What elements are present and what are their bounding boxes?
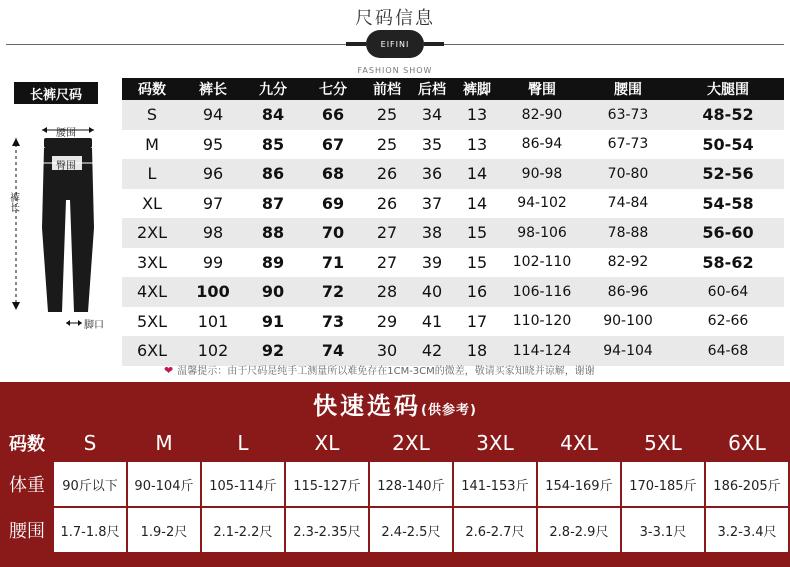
cell-front-rise: 26 — [364, 159, 410, 189]
quick-size-cell: M — [127, 425, 201, 461]
row-header-weight: 体重 — [1, 461, 53, 507]
quick-size-cell: 6XL — [705, 425, 789, 461]
cell-ninth: 88 — [244, 218, 302, 248]
quick-size-cell: 4XL — [537, 425, 621, 461]
quick-weight-cell: 170-185斤 — [621, 461, 705, 507]
quick-weight-cell: 90-104斤 — [127, 461, 201, 507]
cell-length: 100 — [182, 277, 244, 307]
cell-front-rise: 25 — [376, 134, 398, 154]
cell-leg-opening: 15 — [454, 218, 500, 248]
cell-ninth: 86 — [244, 159, 302, 189]
header-length: 裤长 — [182, 78, 244, 100]
cell-waist: 90-100 — [603, 313, 653, 330]
pants-waistband — [44, 138, 92, 148]
table-row — [122, 218, 784, 248]
cell-seventh: 73 — [321, 311, 345, 331]
cell-size: 6XL — [122, 336, 182, 366]
header-seventh-length: 七分 — [302, 78, 364, 100]
cell-front-rise: 27 — [364, 218, 410, 248]
header-thigh: 大腿围 — [672, 78, 784, 100]
quick-size-cell: 5XL — [621, 425, 705, 461]
table-row — [122, 130, 784, 160]
row-header-waist: 腰围 — [1, 507, 53, 553]
cell-waist: 86-96 — [584, 277, 672, 307]
table-row — [122, 307, 784, 337]
cell-length: 97 — [202, 193, 224, 213]
header-waist: 腰围 — [584, 78, 672, 100]
length-label: 裤长 — [10, 193, 20, 214]
cell-leg-opening: 17 — [466, 311, 488, 331]
cell-thigh: 52-56 — [672, 159, 784, 189]
badge-bar-right — [424, 42, 444, 46]
cell-front-rise: 30 — [364, 336, 410, 366]
cell-waist: 78-88 — [584, 218, 672, 248]
cell-hip: 98-106 — [500, 218, 584, 248]
quick-waist-cell: 3.2-3.4尺 — [705, 507, 789, 553]
cell-front-rise: 28 — [364, 277, 410, 307]
cell-hip: 90-98 — [500, 159, 584, 189]
cell-waist: 82-92 — [607, 254, 649, 271]
quick-weight-row — [1, 461, 789, 507]
divider-right — [444, 44, 784, 45]
cell-waist: 74-84 — [607, 195, 649, 212]
quick-waist-row — [1, 507, 789, 553]
cell-back-rise: 36 — [410, 159, 454, 189]
cell-back-rise: 42 — [410, 336, 454, 366]
cell-back-rise: 34 — [410, 100, 454, 130]
quick-waist-cell: 3-3.1尺 — [621, 507, 705, 553]
header-ninth-length: 九分 — [244, 78, 302, 100]
quick-weight-cell: 115-127斤 — [285, 461, 369, 507]
cell-size: 3XL — [136, 252, 168, 272]
cell-front-rise: 25 — [364, 100, 410, 130]
cell-ninth: 89 — [261, 252, 285, 272]
quick-size-cell: S — [53, 425, 127, 461]
cell-seventh: 69 — [321, 193, 345, 213]
quick-title — [0, 386, 790, 421]
quick-weight-cell: 128-140斤 — [369, 461, 453, 507]
cuff-arrow-right — [78, 320, 82, 326]
cell-size: L — [122, 159, 182, 189]
page-title: 尺码信息 — [355, 8, 435, 29]
cell-back-rise: 40 — [410, 277, 454, 307]
table-row — [122, 159, 784, 189]
length-arrow-top — [12, 138, 20, 146]
cell-size: M — [145, 134, 159, 154]
cell-ninth: 87 — [261, 193, 285, 213]
cell-size: 4XL — [122, 277, 182, 307]
quick-waist-cell: 2.1-2.2尺 — [201, 507, 285, 553]
pants-diagram-panel — [0, 78, 115, 368]
cell-length: 101 — [197, 311, 229, 331]
cell-waist: 63-73 — [584, 100, 672, 130]
cell-length: 99 — [202, 252, 224, 272]
size-table-header — [122, 78, 784, 100]
quick-waist-cell: 1.7-1.8尺 — [53, 507, 127, 553]
cell-length: 94 — [182, 100, 244, 130]
quick-waist-cell: 1.9-2尺 — [127, 507, 201, 553]
pants-body — [42, 148, 94, 312]
length-arrow-bottom — [12, 302, 20, 310]
waist-label: 腰围 — [56, 128, 76, 139]
cell-front-rise: 26 — [376, 193, 398, 213]
quick-size-cell: XL — [285, 425, 369, 461]
cell-leg-opening: 14 — [466, 193, 488, 213]
cell-size: 2XL — [122, 218, 182, 248]
cell-waist: 94-104 — [584, 336, 672, 366]
header-leg-opening: 裤脚 — [454, 78, 500, 100]
cell-length: 102 — [182, 336, 244, 366]
cell-seventh: 74 — [302, 336, 364, 366]
cuff-label: 脚口 — [84, 320, 104, 331]
heart-icon: ❤ — [164, 364, 174, 377]
cell-back-rise: 38 — [410, 218, 454, 248]
quick-title-text: 快速选码 — [313, 392, 422, 420]
cell-front-rise: 29 — [376, 311, 398, 331]
cell-seventh: 70 — [302, 218, 364, 248]
cuff-arrow-left — [66, 320, 70, 326]
cell-size: 5XL — [136, 311, 168, 331]
badge-bar-left — [346, 42, 366, 46]
quick-waist-cell: 2.6-2.7尺 — [453, 507, 537, 553]
cell-waist: 70-80 — [584, 159, 672, 189]
cell-back-rise: 41 — [421, 311, 443, 331]
cell-length: 98 — [182, 218, 244, 248]
table-row — [122, 189, 784, 219]
cell-ninth: 85 — [261, 134, 285, 154]
cell-seventh: 67 — [321, 134, 345, 154]
quick-waist-cell: 2.3-2.35尺 — [285, 507, 369, 553]
cell-hip: 114-124 — [500, 336, 584, 366]
divider-left — [6, 44, 346, 45]
waist-arrow-right — [89, 127, 94, 133]
cell-front-rise: 27 — [376, 252, 398, 272]
quick-size-row — [1, 425, 789, 461]
cell-thigh: 56-60 — [672, 218, 784, 248]
cell-leg-opening: 13 — [454, 100, 500, 130]
cell-back-rise: 35 — [421, 134, 443, 154]
cell-leg-opening: 14 — [454, 159, 500, 189]
cell-ninth: 91 — [261, 311, 285, 331]
quick-waist-cell: 2.8-2.9尺 — [537, 507, 621, 553]
size-table — [122, 78, 784, 366]
cell-thigh: 54-58 — [702, 193, 754, 213]
waist-arrow-left — [42, 127, 47, 133]
quick-weight-cell: 186-205斤 — [705, 461, 789, 507]
quick-weight-cell: 154-169斤 — [537, 461, 621, 507]
quick-size-section — [0, 382, 790, 567]
header-size: 码数 — [122, 78, 182, 100]
cell-thigh: 50-54 — [702, 134, 754, 154]
cell-size: XL — [142, 193, 162, 213]
tip-text: 温馨提示：由于尺码是纯手工测量所以难免存在1CM-3CM的微差，敬请买家知晓并谅解，谢谢 — [177, 366, 595, 377]
cell-thigh: 62-66 — [707, 313, 749, 330]
brand-subtitle: FASHION SHOW — [357, 66, 433, 75]
cell-hip: 82-90 — [500, 100, 584, 130]
cell-seventh: 66 — [302, 100, 364, 130]
quick-weight-cell: 90斤以下 — [53, 461, 127, 507]
cell-seventh: 68 — [302, 159, 364, 189]
quick-weight-cell: 141-153斤 — [453, 461, 537, 507]
quick-waist-cell: 2.4-2.5尺 — [369, 507, 453, 553]
cell-leg-opening: 18 — [454, 336, 500, 366]
cell-hip: 110-120 — [512, 313, 572, 330]
header-hip: 臀围 — [500, 78, 584, 100]
quick-size-table — [0, 424, 790, 554]
quick-weight-cell: 105-114斤 — [201, 461, 285, 507]
cell-length: 96 — [182, 159, 244, 189]
header — [0, 0, 790, 78]
table-row — [122, 277, 784, 307]
cell-thigh: 60-64 — [672, 277, 784, 307]
table-row — [122, 100, 784, 130]
cell-ninth: 90 — [244, 277, 302, 307]
cell-hip: 94-102 — [517, 195, 567, 212]
cell-seventh: 72 — [302, 277, 364, 307]
cell-hip: 102-110 — [512, 254, 572, 271]
cell-length: 95 — [202, 134, 224, 154]
header-back-rise: 后档 — [410, 78, 454, 100]
pants-size-title: 长裤尺码 — [14, 82, 98, 104]
quick-size-cell: 3XL — [453, 425, 537, 461]
cell-back-rise: 39 — [421, 252, 443, 272]
cell-thigh: 64-68 — [672, 336, 784, 366]
cell-size: S — [122, 100, 182, 130]
quick-subtitle: (供参考) — [421, 403, 477, 418]
size-tip — [164, 362, 595, 377]
table-row — [122, 248, 784, 278]
brand-badge: EIFINI — [366, 30, 424, 58]
cell-leg-opening: 15 — [466, 252, 488, 272]
cell-seventh: 71 — [321, 252, 345, 272]
cell-ninth: 84 — [244, 100, 302, 130]
cell-hip: 86-94 — [521, 136, 563, 153]
cell-ninth: 92 — [244, 336, 302, 366]
cell-leg-opening: 13 — [466, 134, 488, 154]
cell-hip: 106-116 — [500, 277, 584, 307]
cell-thigh: 48-52 — [672, 100, 784, 130]
hip-label: 臀围 — [56, 161, 76, 172]
row-header-size: 码数 — [1, 425, 53, 461]
quick-size-cell: 2XL — [369, 425, 453, 461]
cell-waist: 67-73 — [607, 136, 649, 153]
cell-thigh: 58-62 — [702, 252, 754, 272]
quick-size-cell: L — [201, 425, 285, 461]
cell-leg-opening: 16 — [454, 277, 500, 307]
header-front-rise: 前档 — [364, 78, 410, 100]
cell-back-rise: 37 — [421, 193, 443, 213]
